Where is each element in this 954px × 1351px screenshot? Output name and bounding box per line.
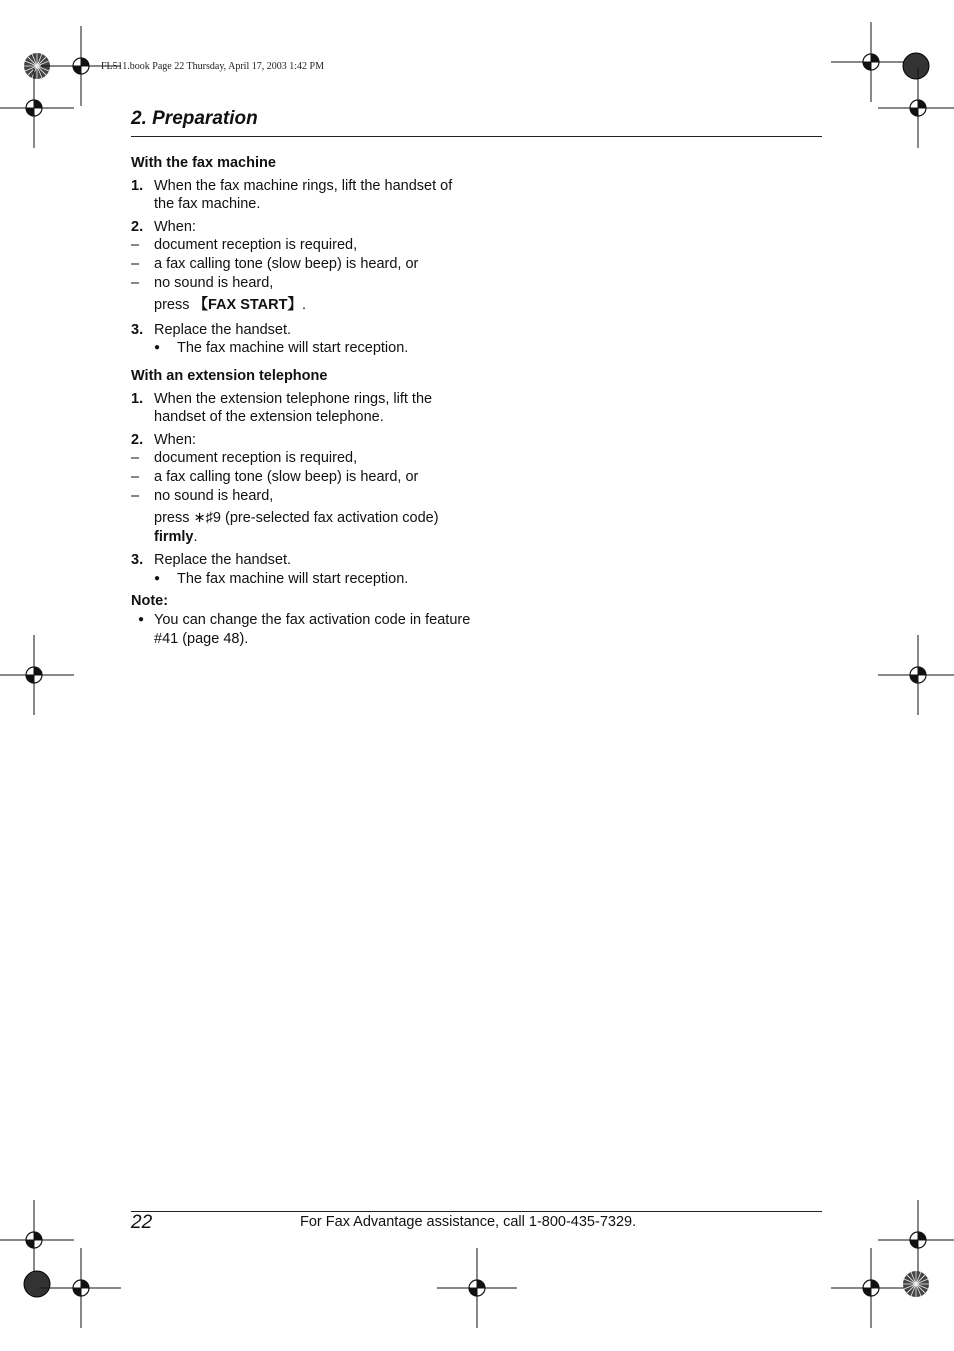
step-text: When the fax machine rings, lift the handset of the fax machine. (154, 177, 453, 213)
crosshair-mark (0, 68, 74, 148)
sunburst-mark (903, 1271, 929, 1297)
fax-start-key: 【FAX START】 (193, 297, 302, 314)
note-heading: Note: (131, 593, 169, 610)
fax-machine-heading: With the fax machine (131, 155, 276, 171)
step-number: 1. (131, 177, 144, 194)
step-number: 1. (131, 390, 144, 407)
crosshair-mark (0, 1200, 74, 1280)
dash-marker: – (131, 487, 140, 504)
footer-rule (131, 1211, 822, 1212)
bullet-icon: ● (154, 342, 161, 354)
condition-item: – no sound is heard, (131, 274, 274, 291)
extension-heading: With an extension telephone (131, 367, 328, 384)
crosshair-mark (878, 635, 954, 715)
footer-text: For Fax Advantage assistance, call 1-800-435-7329. (300, 1214, 637, 1230)
crosshair-mark (437, 1248, 517, 1328)
fax-step-3 (131, 321, 471, 358)
dash-marker: – (131, 255, 140, 272)
note-bullet: ● You can change the fax activation code in feature #41 (page 48). (131, 611, 471, 648)
bullet-item: ● The fax machine will start reception. (154, 340, 409, 357)
step-text: Replace the handset. (154, 552, 292, 569)
activation-code: ∗♯9 (193, 510, 221, 527)
fax-step-2 (131, 218, 471, 237)
crosshair-mark (831, 1248, 911, 1328)
bullet-icon: ● (138, 614, 145, 626)
crosshair-mark (878, 1200, 954, 1280)
crosshair-mark (0, 635, 74, 715)
step-text: When: (154, 218, 196, 235)
condition-item: – document reception is required, (131, 237, 358, 254)
press-instruction: press 【FAX START】. (154, 297, 307, 314)
section-title: 2. Preparation (131, 108, 258, 129)
dash-marker: – (131, 450, 140, 467)
dot-mark (903, 53, 929, 79)
ext-step-1 (131, 390, 471, 427)
crosshair-mark (831, 22, 911, 102)
file-slug: FL511.book Page 22 Thursday, April 17, 2003 1:42 PM (101, 61, 324, 72)
step-text: Replace the handset. (154, 321, 292, 338)
fax-step-1 (131, 177, 471, 214)
bullet-icon: ● (154, 572, 161, 584)
condition-item: – a fax calling tone (slow beep) is heard, or (131, 468, 419, 485)
crosshair-mark (878, 68, 954, 148)
crosshair-mark (41, 1248, 121, 1328)
condition-item: – document reception is required, (131, 450, 358, 467)
page-number: 22 (131, 1212, 153, 1233)
ext-step-3 (131, 551, 471, 588)
step-text: When the extension telephone rings, lift the handset of the extension telephone. (154, 390, 433, 426)
dash-marker: – (131, 274, 140, 291)
step-number: 2. (131, 431, 144, 448)
header-rule (131, 136, 822, 137)
step-number: 3. (131, 321, 144, 338)
press-instruction: press ∗♯9 (pre-selected fax activation code) firmly. (154, 510, 439, 545)
dash-marker: – (131, 468, 140, 485)
step-number: 2. (131, 218, 144, 235)
bullet-item: ● The fax machine will start reception. (154, 570, 409, 587)
main-content (131, 154, 471, 648)
step-number: 3. (131, 552, 144, 569)
condition-item: – a fax calling tone (slow beep) is heard, or (131, 255, 419, 272)
condition-item: – no sound is heard, (131, 487, 274, 504)
dash-marker: – (131, 237, 140, 254)
ext-step-2 (131, 431, 471, 450)
dot-mark (24, 1271, 50, 1297)
step-text: When: (154, 431, 196, 448)
